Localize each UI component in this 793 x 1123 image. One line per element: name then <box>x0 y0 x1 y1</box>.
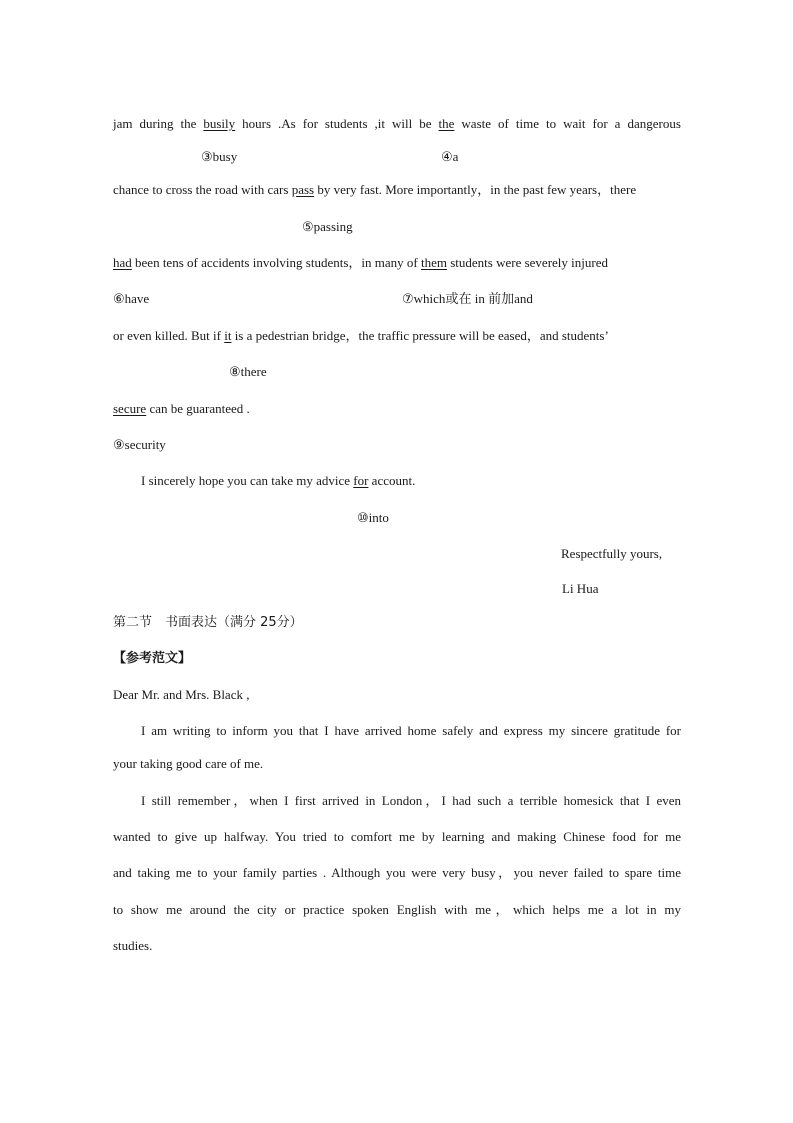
error-word-secure: secure <box>113 401 147 416</box>
correction-line-5 <box>113 401 250 417</box>
text-span: 或在 <box>445 292 472 307</box>
text-word: waste <box>461 116 492 131</box>
text-span: ⑦which <box>402 291 446 306</box>
essay-paragraph-1-line-1: I am writing to inform you that I have arrived home safely and express my sincere gratitude for <box>141 723 681 738</box>
text-word: of <box>498 116 509 131</box>
text-span: been tens of accidents involving students，in many of <box>135 255 418 270</box>
text-span: account. <box>371 473 416 488</box>
error-word-them: them <box>420 255 447 270</box>
correction-line-3 <box>113 255 608 271</box>
section-title: 第二节 书面表达（满分 25分） <box>113 615 303 630</box>
error-word-pass: pass <box>291 182 315 197</box>
correction-line-4 <box>113 328 609 344</box>
letter-closing: Respectfully yours, <box>561 546 663 561</box>
text-word: ,it <box>374 116 386 131</box>
text-span: in <box>474 291 485 306</box>
correction-note-10: ⑩into <box>357 510 389 525</box>
correction-note-8: ⑧there <box>229 364 267 379</box>
text-word: a <box>614 116 621 131</box>
correction-line-1 <box>113 116 681 132</box>
text-span: or even killed. But if <box>113 328 221 343</box>
correction-note-5: ⑤passing <box>302 219 353 234</box>
text-span: 前加 <box>488 292 515 307</box>
error-word-busily: busily <box>203 116 236 131</box>
letter-signature: Li Hua <box>562 581 599 596</box>
text-word: .As <box>278 116 296 131</box>
essay-paragraph-2-line-4: to show me around the city or practice spoken English with me，which helps me a lot in my <box>113 902 681 917</box>
text-word: time <box>515 116 539 131</box>
correction-note-6: ⑥have <box>113 291 150 306</box>
error-word-it: it <box>224 328 232 343</box>
essay-paragraph-1-line-2: your taking good care of me. <box>113 756 264 771</box>
text-word: students <box>324 116 368 131</box>
text-span: students were severely injured <box>450 255 608 270</box>
text-word: will <box>392 116 413 131</box>
text-word: jam <box>113 116 133 131</box>
text-word: for <box>592 116 608 131</box>
essay-paragraph-2-line-5: studies. <box>113 938 153 953</box>
essay-paragraph-2-line-1: I still remember，when I first arrived in London，I had such a terrible homesick that I even <box>141 793 681 808</box>
essay-salutation: Dear Mr. and Mrs. Black , <box>113 687 250 702</box>
text-span: chance to cross the road with cars <box>113 182 289 197</box>
text-span: is a pedestrian bridge，the traffic pressure will be eased，and students’ <box>234 328 609 343</box>
text-word: dangerous <box>627 116 681 131</box>
correction-note-7 <box>402 291 533 308</box>
error-word-for: for <box>353 473 369 488</box>
text-span: by very fast. More importantly，in the past few years，there <box>317 182 637 197</box>
text-span: and <box>514 291 533 306</box>
correction-note-4: ④a <box>441 149 459 164</box>
error-word-the: the <box>438 116 455 131</box>
correction-note-3: ③busy <box>201 149 238 164</box>
text-word: to <box>545 116 557 131</box>
essay-paragraph-2-line-3: and taking me to your family parties . Although you were very busy，you never failed to spare time <box>113 865 681 880</box>
text-word: hours <box>242 116 272 131</box>
text-word: wait <box>563 116 586 131</box>
text-span: can be guaranteed . <box>149 401 250 416</box>
text-word: during <box>139 116 174 131</box>
text-word: for <box>302 116 318 131</box>
correction-line-2 <box>113 182 636 198</box>
error-word-had: had <box>113 255 132 270</box>
reference-essay-label: 【参考范文】 <box>113 651 192 666</box>
text-span: I sincerely hope you can take my advice <box>141 473 350 488</box>
text-word: be <box>419 116 432 131</box>
essay-paragraph-2-line-2: wanted to give up halfway. You tried to comfort me by learning and making Chinese food for me <box>113 829 681 844</box>
text-word: the <box>180 116 197 131</box>
correction-line-6 <box>141 473 415 489</box>
correction-note-9: ⑨security <box>113 437 166 452</box>
